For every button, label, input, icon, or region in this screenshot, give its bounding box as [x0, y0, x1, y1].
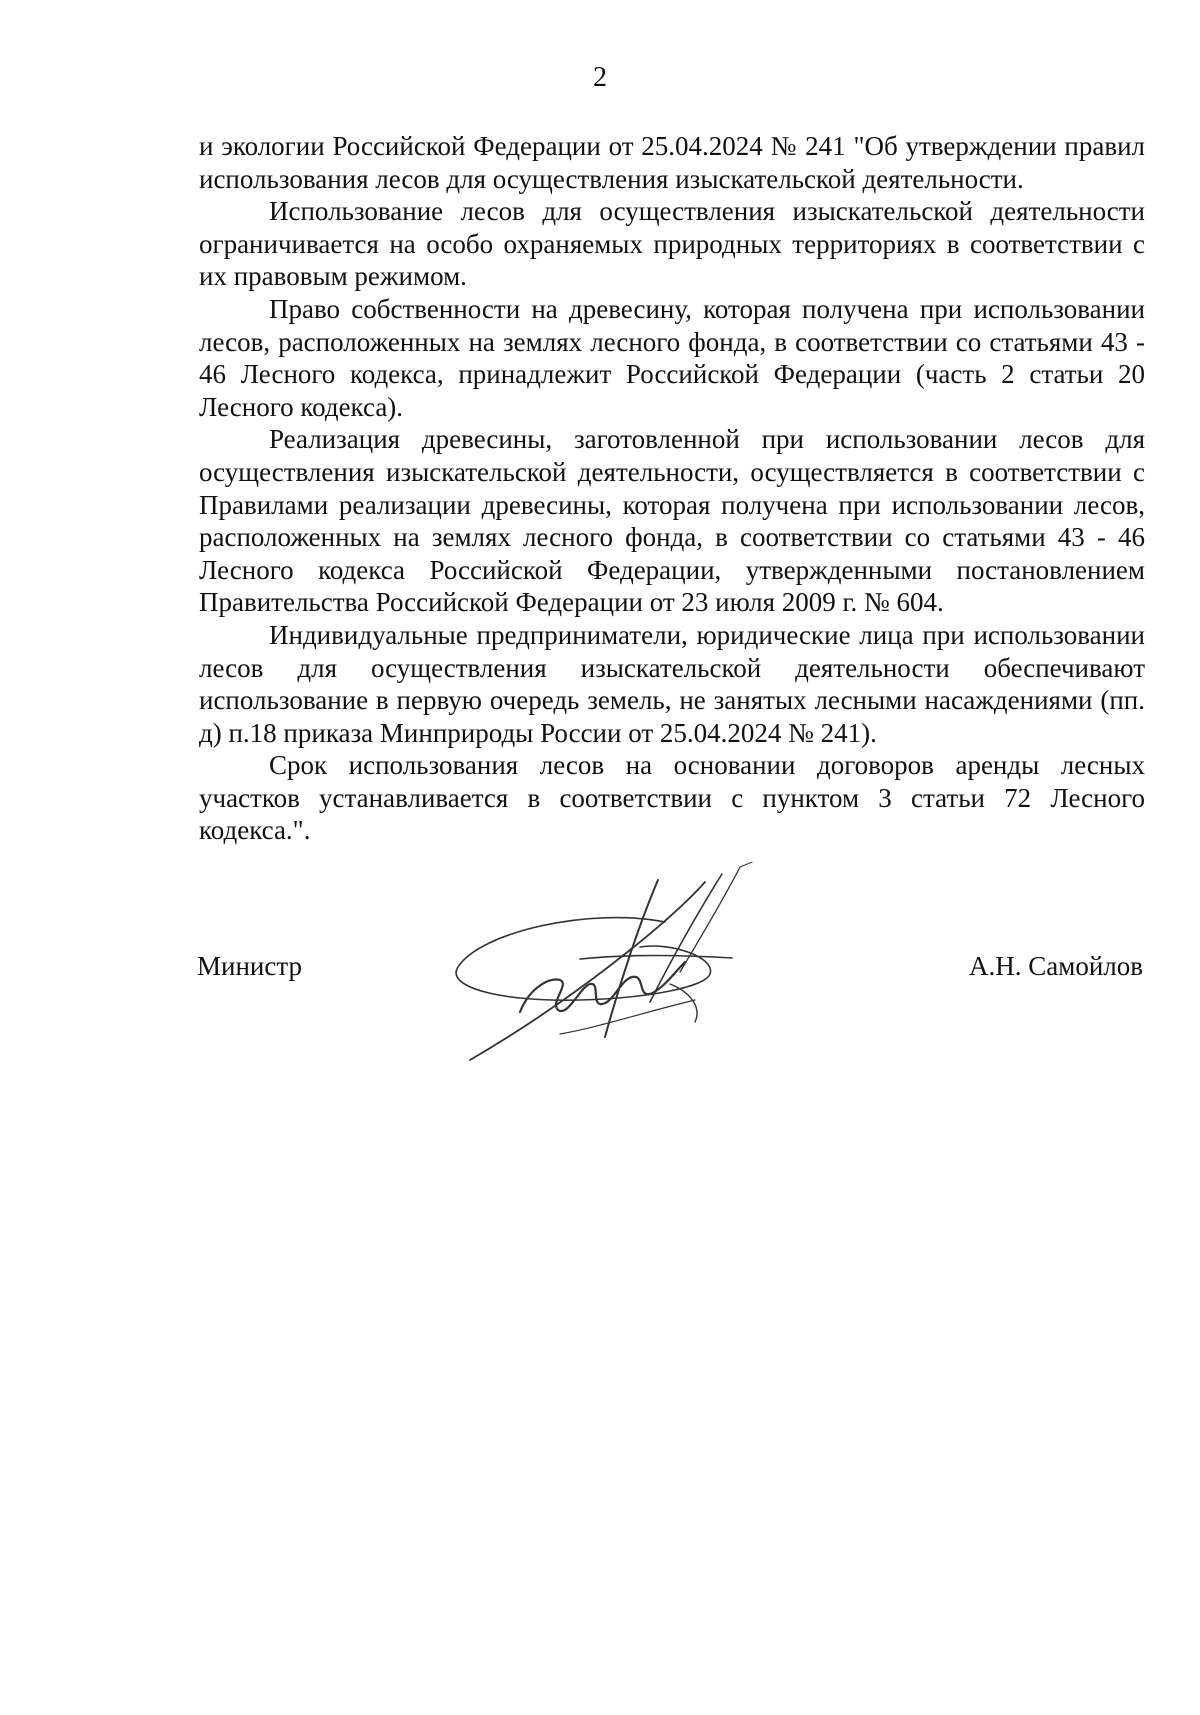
paragraph: Индивидуальные предприниматели, юридические лица при использовании лесов для осуществления изыскательской деятельности обеспечивают использование в первую очередь земель, не занятых лесными насаждениями (пп. д) п.18 приказа Минприроды России от 25.04.2024 № 241).: [199, 619, 1145, 748]
signature-block: [0, 862, 1200, 1082]
document-body: [199, 130, 1145, 847]
paragraph: и экологии Российской Федерации от 25.04.2024 № 241 "Об утверждении правил использования лесов для осуществления изыскательской деятельности.: [199, 131, 1145, 194]
paragraph: Срок использования лесов на основании договоров аренды лесных участков устанавливается в соответствии с пунктом 3 статьи 72 Лесного кодекса.".: [199, 750, 1145, 846]
paragraph: Реализация древесины, заготовленной при использовании лесов для осуществления изыскательской деятельности, осуществляется в соответствии с Правилами реализации древесины, которая получена при использовании лесов, расположенных на землях лесного фонда, в соответствии со статьями 43 - 46 Лесного кодекса Российской Федерации, утвержденными постановлением Правительства Российской Федерации от 23 июля 2009 г. № 604.: [199, 424, 1145, 618]
paragraph: Использование лесов для осуществления изыскательской деятельности ограничивается на особо охраняемых природных территориях в соответствии с их правовым режимом.: [199, 196, 1145, 292]
signatory-name: А.Н. Самойлов: [969, 951, 1143, 981]
signatory-title: Министр: [197, 951, 302, 981]
page-number: 2: [593, 62, 607, 93]
paragraph: Право собственности на древесину, которая получена при использовании лесов, расположенных на землях лесного фонда, в соответствии со статьями 43 - 46 Лесного кодекса, принадлежит Российской Федерации (часть 2 статьи 20 Лесного кодекса).: [199, 293, 1145, 422]
handwritten-signature: [440, 862, 810, 1062]
